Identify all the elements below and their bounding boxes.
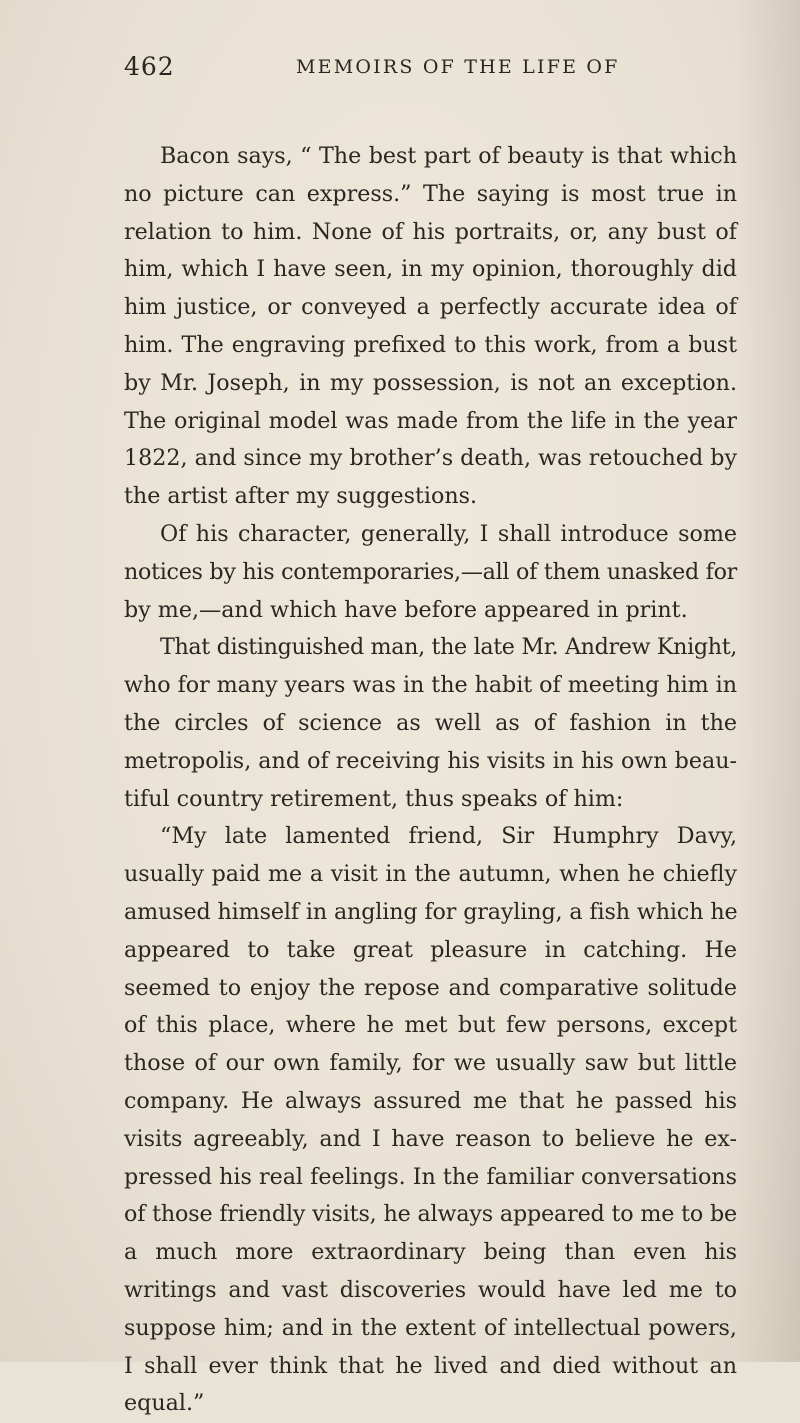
text-line: of this place, where he met but few persons, except <box>124 1012 737 1039</box>
text-line: him, which I have seen, in my opinion, thoroughly did <box>124 256 737 283</box>
text-line: relation to him. None of his portraits, or, any bust of <box>124 218 737 245</box>
text-line: writings and vast discoveries would have led me to <box>124 1276 737 1303</box>
text-line: equal.” <box>124 1390 205 1417</box>
text-line: the circles of science as well as of fashion in the <box>124 709 737 736</box>
text-line: him justice, or conveyed a perfectly accurate idea of <box>124 294 737 321</box>
text-line: usually paid me a visit in the autumn, when he chiefly <box>124 861 737 888</box>
text-line: metropolis, and of receiving his visits in his own beau- <box>124 747 737 774</box>
text-line: amused himself in angling for grayling, a fish which he <box>124 898 738 925</box>
text-line: tiful country retirement, thus speaks of him: <box>124 785 624 812</box>
text-line: “My late lamented friend, Sir Humphry Davy, <box>160 823 737 850</box>
text-line: appeared to take great pleasure in catching. He <box>124 936 737 963</box>
text-line: those of our own family, for we usually saw but little <box>124 1050 737 1077</box>
text-line: I shall ever think that he lived and died without an <box>124 1352 737 1379</box>
text-line: Bacon says, “ The best part of beauty is that which <box>160 143 737 169</box>
text-line: company. He always assured me that he passed his <box>124 1087 737 1114</box>
text-line: That distinguished man, the late Mr. Andrew Knight, <box>160 634 737 661</box>
text-line: no picture can express.” The saying is most true in <box>124 180 737 207</box>
text-line: by Mr. Joseph, in my possession, is not an exception. <box>124 369 737 396</box>
text-line: the artist after my suggestions. <box>124 483 478 510</box>
text-line: The original model was made from the life in the year <box>124 407 737 434</box>
text-line: suppose him; and in the extent of intellectual powers, <box>124 1314 737 1341</box>
text-line: him. The engraving prefixed to this work, from a bust <box>124 331 737 358</box>
text-line: 1822, and since my brother’s death, was retouched by <box>124 445 737 472</box>
text-line: visits agreeably, and I have reason to believe he ex- <box>124 1125 737 1152</box>
text-line: a much more extraordinary being than even his <box>124 1239 737 1266</box>
text-line: Of his character, generally, I shall introduce some <box>160 520 737 547</box>
page-header <box>124 52 744 92</box>
running-head: MEMOIRS OF THE LIFE OF <box>296 56 620 78</box>
text-line: notices by his contemporaries,—all of them unasked for <box>124 558 737 585</box>
text-line: by me,—and which have before appeared in print. <box>124 596 688 623</box>
text-line: pressed his real feelings. In the familiar conversations <box>124 1163 737 1190</box>
text-line: of those friendly visits, he always appeared to me to be <box>124 1201 737 1228</box>
text-line: seemed to enjoy the repose and comparative solitude <box>124 974 737 1001</box>
text-line: who for many years was in the habit of meeting him in <box>124 672 737 699</box>
body-text <box>124 138 737 1423</box>
page-number: 462 <box>124 52 175 81</box>
